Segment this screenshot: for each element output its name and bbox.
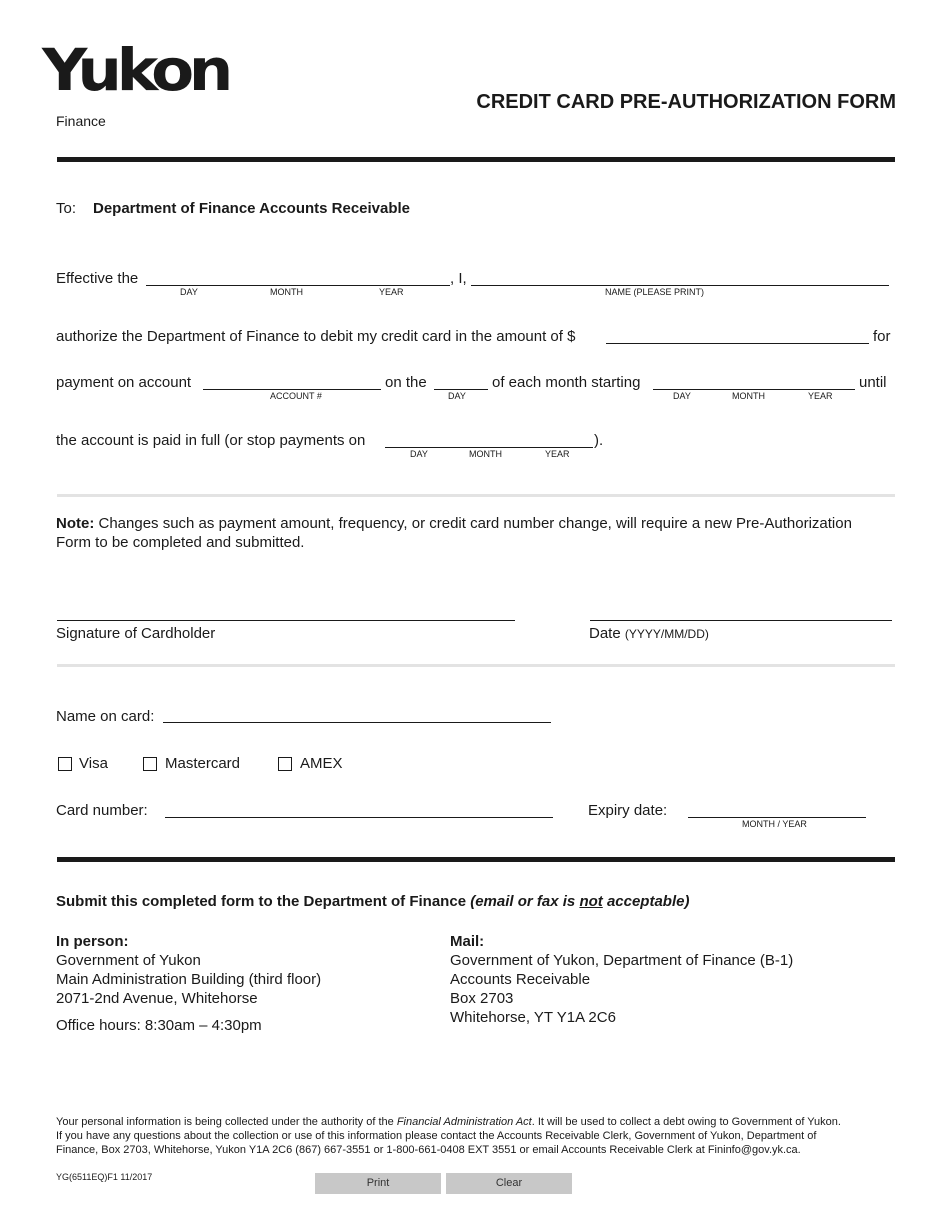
expiry-caption: MONTH / YEAR	[742, 819, 807, 829]
print-button[interactable]: Print	[315, 1173, 441, 1194]
date-format-hint: (YYYY/MM/DD)	[624, 627, 709, 641]
section-divider-2	[57, 664, 895, 667]
submit-heading	[56, 893, 689, 911]
on-the-text: on the	[385, 374, 427, 391]
logo-wordmark: Yukon	[42, 36, 229, 104]
card-number-field[interactable]	[165, 817, 553, 818]
start-year-caption: YEAR	[808, 391, 833, 401]
authorize-text: authorize the Department of Finance to debit my credit card in the amount of $	[56, 328, 576, 345]
privacy-text-a: Your personal information is being collected under the authority of the	[56, 1116, 394, 1128]
mail-heading: Mail:	[450, 933, 485, 950]
name-caption: NAME (PLEASE PRINT)	[605, 287, 705, 297]
submit-italic-b: acceptable)	[606, 893, 690, 910]
payment-day-caption: DAY	[448, 391, 466, 401]
submit-prefix: Submit this completed form to the Department of Finance	[56, 893, 467, 910]
visa-checkbox[interactable]	[58, 757, 72, 771]
logo-subtitle: Finance	[56, 113, 106, 129]
office-hours: Office hours: 8:30am – 4:30pm	[56, 1017, 262, 1034]
for-text: for	[873, 328, 891, 345]
account-caption: ACCOUNT #	[270, 391, 322, 401]
form-code: YG(6511EQ)F1 11/2017	[56, 1172, 153, 1182]
top-divider	[57, 157, 895, 162]
paid-in-full-text: the account is paid in full (or stop payments on	[56, 432, 366, 449]
expiry-date-field[interactable]	[688, 817, 866, 818]
amex-checkbox[interactable]	[278, 757, 292, 771]
privacy-act-name: Financial Administration Act	[396, 1116, 532, 1128]
in-person-block	[56, 933, 321, 1035]
to-label: To:	[56, 200, 77, 217]
effective-label: Effective the	[56, 270, 139, 287]
in-person-line: Main Administration Building (third floor)	[56, 971, 322, 988]
mail-line: Accounts Receivable	[450, 971, 591, 988]
note-text-1: Changes such as payment amount, frequency, or credit card number change, will require a new Pre-Authorization	[94, 515, 852, 532]
each-month-text: of each month starting	[492, 374, 641, 391]
submit-italic-not: not	[579, 893, 603, 910]
stop-year-caption: YEAR	[545, 449, 570, 459]
amount-field[interactable]	[606, 343, 869, 344]
date-label: Date	[589, 625, 621, 642]
close-paren-text: ).	[594, 432, 604, 449]
stop-date-field[interactable]	[385, 447, 593, 448]
expiry-date-label: Expiry date:	[588, 802, 668, 819]
visa-label: Visa	[79, 755, 108, 772]
start-day-caption: DAY	[673, 391, 691, 401]
in-person-line: 2071-2nd Avenue, Whitehorse	[56, 990, 258, 1007]
privacy-text-b: . It will be used to collect a debt owing to Government of Yukon.	[531, 1116, 841, 1128]
in-person-line: Government of Yukon	[56, 952, 201, 969]
stop-day-caption: DAY	[410, 449, 428, 459]
effective-day-caption: DAY	[180, 287, 198, 297]
start-month-caption: MONTH	[732, 391, 765, 401]
note-label: Note:	[56, 515, 95, 532]
payment-day-field[interactable]	[434, 389, 488, 390]
signature-date-label	[589, 625, 709, 643]
until-text: until	[859, 374, 887, 391]
signature-label: Signature of Cardholder	[56, 625, 216, 642]
signature-date-field[interactable]	[590, 620, 892, 621]
mastercard-label: Mastercard	[165, 755, 241, 772]
payment-on-account-text: payment on account	[56, 374, 192, 391]
privacy-line-3: Finance, Box 2703, Whitehorse, Yukon Y1A 2C6 (867) 667-3551 or 1-800-661-0408 EXT 3551 or email Accounts Receivable Clerk at Fininfo@gov.yk.ca.	[56, 1144, 801, 1156]
name-on-card-field[interactable]	[163, 722, 551, 723]
effective-month-caption: MONTH	[270, 287, 303, 297]
effective-year-caption: YEAR	[379, 287, 404, 297]
stop-month-caption: MONTH	[469, 449, 502, 459]
name-on-card-label: Name on card:	[56, 708, 155, 725]
clear-button[interactable]: Clear	[446, 1173, 572, 1194]
section-divider-1	[57, 494, 895, 497]
in-person-heading: In person:	[56, 933, 129, 950]
comma-i-text: , I,	[450, 270, 467, 287]
mail-line: Whitehorse, YT Y1A 2C6	[450, 1009, 616, 1026]
signature-field[interactable]	[57, 620, 515, 621]
to-recipient: Department of Finance Accounts Receivable	[93, 200, 411, 217]
privacy-notice	[56, 1115, 896, 1157]
bottom-divider	[57, 857, 895, 862]
card-number-label: Card number:	[56, 802, 148, 819]
note-line-1	[56, 515, 852, 533]
submit-italic-a: (email or fax is	[470, 893, 576, 910]
start-date-field[interactable]	[653, 389, 855, 390]
mail-line: Box 2703	[450, 990, 514, 1007]
account-number-field[interactable]	[203, 389, 381, 390]
form-title: CREDIT CARD PRE-AUTHORIZATION FORM	[476, 91, 896, 113]
note-line-2: Form to be completed and submitted.	[56, 534, 305, 551]
mail-block	[450, 933, 793, 1027]
name-field[interactable]	[471, 285, 889, 286]
amex-label: AMEX	[300, 755, 343, 772]
mail-line: Government of Yukon, Department of Finance (B-1)	[450, 952, 794, 969]
mastercard-checkbox[interactable]	[143, 757, 157, 771]
privacy-line-2: If you have any questions about the collection or use of this information please contact the Accounts Receivable Clerk, Government of Yukon, Department of	[56, 1130, 817, 1142]
effective-date-field[interactable]	[146, 285, 450, 286]
